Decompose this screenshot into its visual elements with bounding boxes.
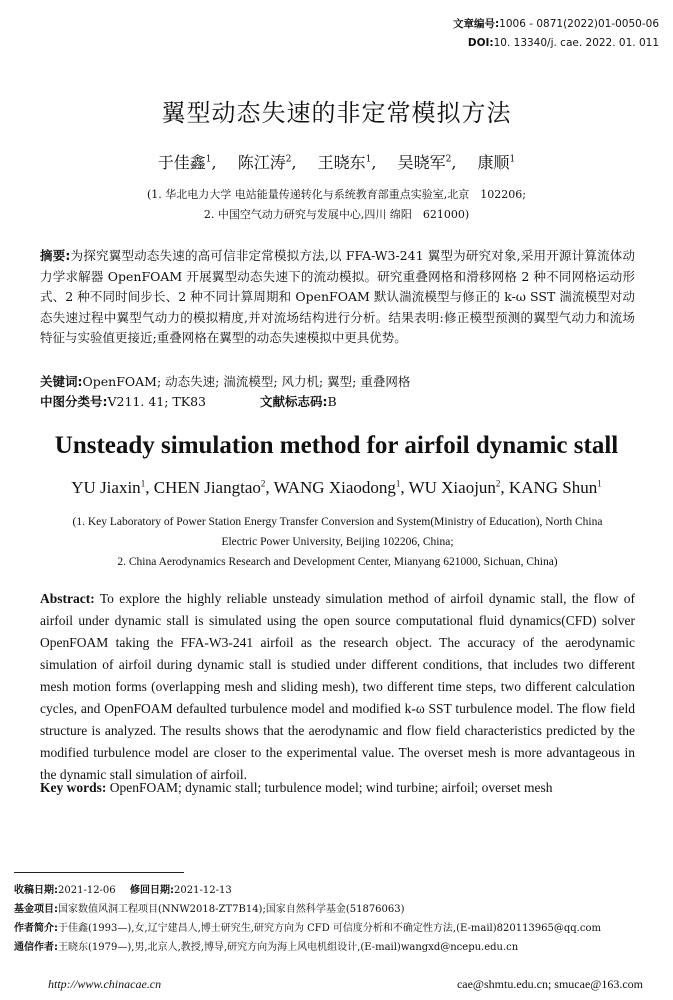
article-number xyxy=(453,16,659,32)
corresponding-text: 王晓东(1979—),男,北京人,教授,博导,研究方向为海上风电机组设计,(E-mail)wangxd@ncepu.edu.cn xyxy=(58,942,519,953)
chinese-affiliation-2: 2. 中国空气动力研究与发展中心,四川 绵阳 621000) xyxy=(203,208,470,221)
english-keywords xyxy=(40,780,635,796)
author-bio-text: 于佳鑫(1993—),女,辽宁建昌人,博士研究生,研究方向为 CFD 可信度分析和不确定性方法,(E-mail)820113965@qq.com xyxy=(58,923,601,934)
chinese-title: 翼型动态失速的非定常模拟方法 xyxy=(161,99,512,127)
english-keywords-label: Key words: xyxy=(40,780,107,795)
footnote-divider xyxy=(14,872,184,873)
footnote-author xyxy=(14,922,664,936)
en-author-4: WU Xiaojun$^2$, xyxy=(408,478,509,497)
en-author-5: KANG Shun$^1$ xyxy=(508,478,602,497)
received-date: 2021-12-06 xyxy=(58,885,116,896)
english-abstract xyxy=(40,588,635,786)
en-author-3: WANG Xiaodong$^1$, xyxy=(273,478,409,497)
english-abstract-label: Abstract: xyxy=(40,591,95,606)
english-affiliation-1: (1. Key Laboratory of Power Station Energy Transfer Conversion and System(Ministry of Education), North China Electric Power University, Beijing 102206, China; xyxy=(72,516,603,548)
chinese-affiliation-1: (1. 华北电力大学 电站能量传递转化与系统教育部重点实验室,北京 102206; xyxy=(147,188,526,201)
clc-value: V211. 41; TK83 xyxy=(107,394,207,409)
english-abstract-text: To explore the highly reliable unsteady simulation method of airfoil dynamic stall, the flow of airfoil under dynamic stall is simulated using the open source computational fluid dynamics(CFD) solver OpenFOAM taking the FFA-W3-241 airfoil as the research object. The accuracy of the aerodynamic simulation of airfoil during dynamic stall is studied under different conditions, that includes two different mesh motion forms (overlapping mesh and sliding mesh), two different time steps, two different calculation cycles, and OpenFOAM defaulted turbulence model and modified k-ω SST turbulence model. The flow field structure is analyzed. The results shows that the aerodynamic and flow field characteristics predicted by the modified turbulence model are closer to the experimental value. The overset mesh is more advantageous in the dynamic stall simulation of airfoil. xyxy=(40,591,635,782)
chinese-abstract xyxy=(40,246,635,349)
english-title: Unsteady simulation method for airfoil dynamic stall xyxy=(54,432,619,459)
chinese-keywords-text: OpenFOAM; 动态失速; 湍流模型; 风力机; 翼型; 重叠网格 xyxy=(82,374,411,389)
doc-code-value: B xyxy=(327,394,337,409)
english-affiliation-2: 2. China Aerodynamics Research and Development Center, Mianyang 621000, Sichuan, China) xyxy=(117,556,558,568)
chinese-keywords-label: 关键词: xyxy=(40,374,83,389)
doi-value: 10. 13340/j. cae. 2022. 01. 011 xyxy=(493,37,659,49)
fund-text: 国家数值风洞工程项目(NNW2018-ZT7B14);国家自然科学基金(51876063) xyxy=(58,904,405,915)
author-3: 王晓东$^1$, xyxy=(317,153,377,172)
doi-label: DOI: xyxy=(467,37,494,49)
en-author-2: CHEN Jiangtao$^2$, xyxy=(153,478,274,497)
classification-line xyxy=(40,393,635,411)
doi xyxy=(468,35,659,51)
author-5: 康顺$^1$ xyxy=(477,153,516,172)
revised-date: 2021-12-13 xyxy=(174,885,232,896)
clc-label: 中图分类号: xyxy=(40,394,108,409)
footer-emails: cae@shmtu.edu.cn; smucae@163.com xyxy=(456,977,643,991)
article-number-value: 1006 - 0871(2022)01-0050-06 xyxy=(499,18,659,30)
corresponding-label: 通信作者: xyxy=(14,942,58,953)
chinese-keywords xyxy=(40,373,635,391)
revised-label: 修回日期: xyxy=(130,885,175,896)
author-4: 吴晓军$^2$, xyxy=(397,153,457,172)
footnote-dates xyxy=(14,884,664,898)
chinese-abstract-label: 摘要: xyxy=(40,248,71,263)
footnote-corresponding xyxy=(14,941,664,955)
fund-label: 基金项目: xyxy=(14,904,58,915)
chinese-abstract-text: 为探究翼型动态失速的高可信非定常模拟方法,以 FFA-W3-241 翼型为研究对象,采用开源计算流体动力学求解器 OpenFOAM 开展翼型动态失速下的流动模拟。研究重叠网格和滑移网格 2 种不同网格运动形式、2 种不同时间步长、2 种不同计算周期和 OpenFOAM 默认湍流模型与修正的 k-ω SST 湍流模型对动态失速过程中翼型气动力的模拟精度,并对流场结构进行分析。结果表明:修正模型预测的翼型气动力和流场特征与实验值更接近;重叠网格在翼型的动态失速模拟中更具优势。 xyxy=(40,248,636,345)
english-authors xyxy=(0,478,673,498)
article-number-label: 文章编号: xyxy=(452,18,500,30)
author-bio-label: 作者简介: xyxy=(14,923,58,934)
en-author-1: YU Jiaxin$^1$, xyxy=(71,478,154,497)
received-label: 收稿日期: xyxy=(14,885,58,896)
doc-code-label: 文献标志码: xyxy=(259,394,328,409)
english-keywords-text: OpenFOAM; dynamic stall; turbulence model; wind turbine; airfoil; overset mesh xyxy=(109,780,553,795)
footer-website: http://www.chinacae.cn xyxy=(48,977,162,991)
author-2: 陈江涛$^2$, xyxy=(237,153,297,172)
chinese-authors xyxy=(0,150,673,173)
footnote-fund xyxy=(14,903,664,917)
author-1: 于佳鑫$^1$, xyxy=(157,153,217,172)
